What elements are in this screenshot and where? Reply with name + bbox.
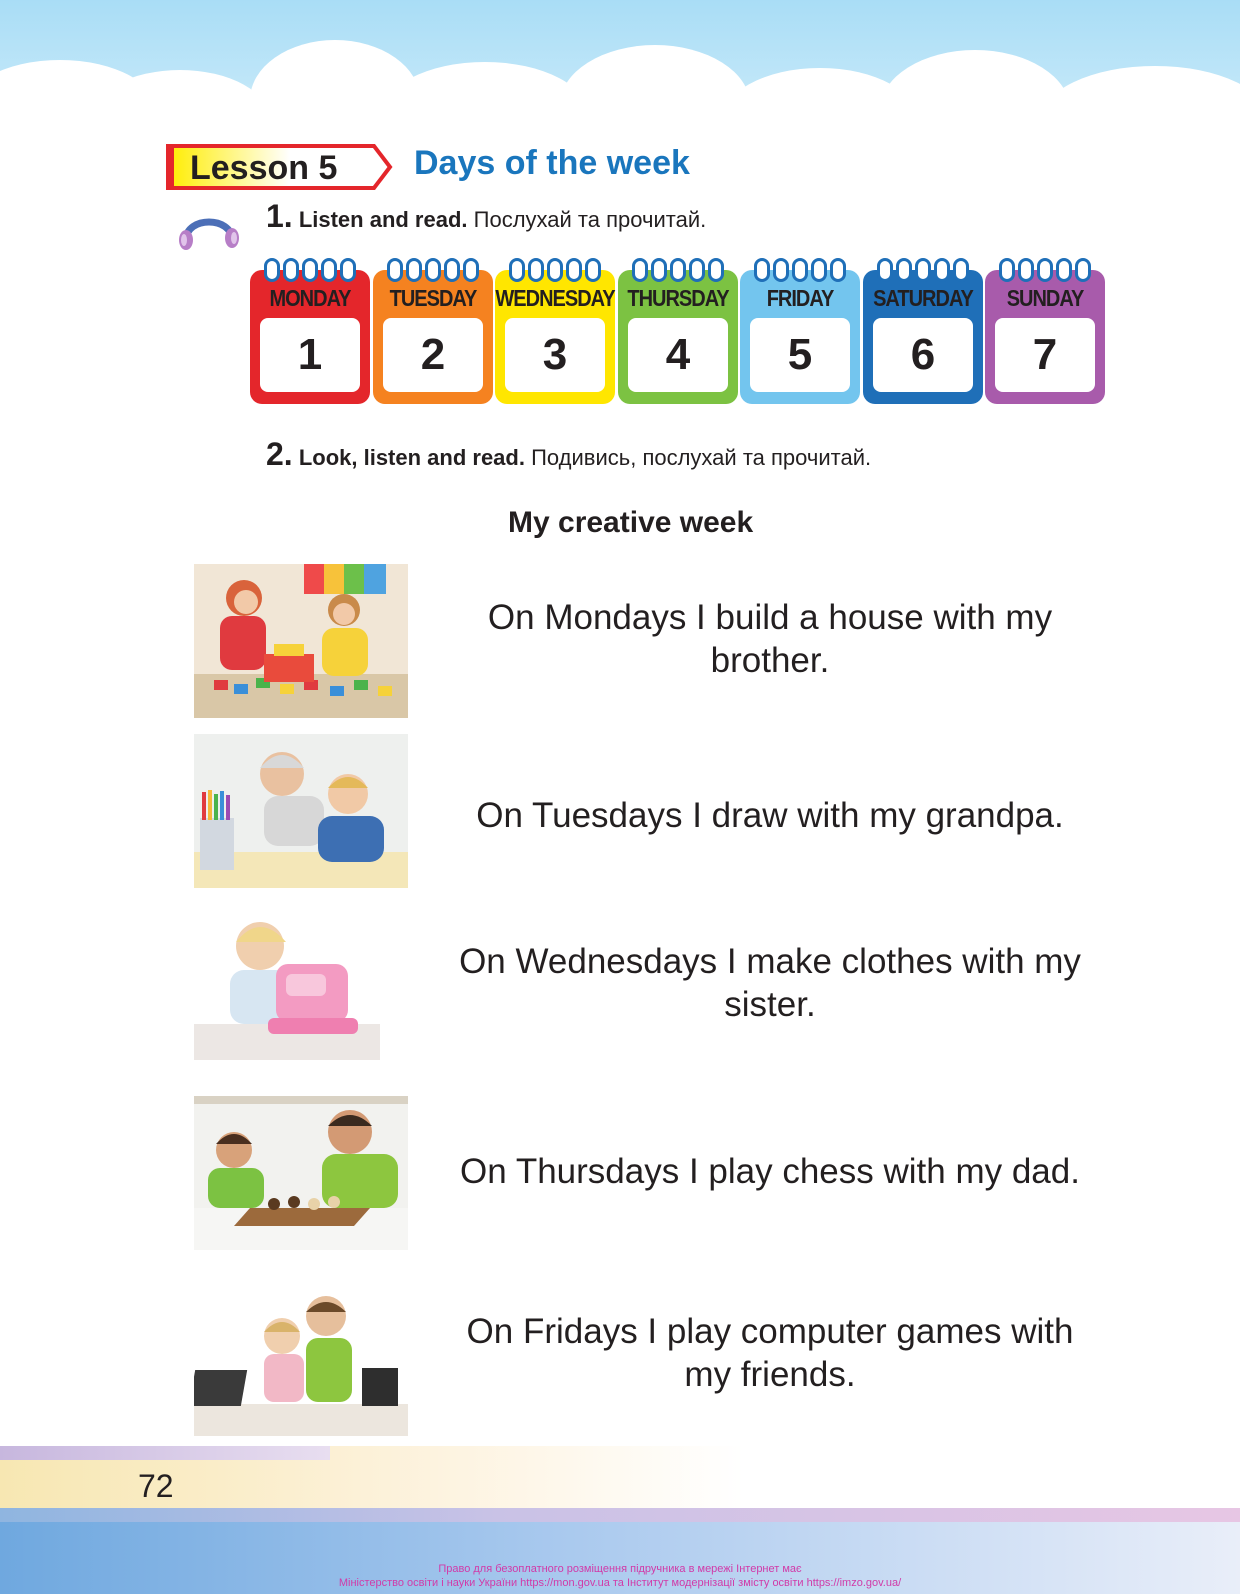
calendar-day-label: THURSDAY xyxy=(627,286,729,312)
sentence-line: brother. xyxy=(710,641,830,680)
calendar-day xyxy=(863,258,983,404)
calendar-day xyxy=(618,258,738,404)
task-1-number: 1. xyxy=(266,198,293,234)
task-1 xyxy=(266,198,706,235)
calendar-day-number: 3 xyxy=(542,330,568,379)
lesson-tag xyxy=(166,144,394,190)
calendar-day-number: 1 xyxy=(297,330,323,379)
sentence-line: On Thursdays I play chess with my dad. xyxy=(460,1152,1080,1191)
calendar-day-label: FRIDAY xyxy=(766,286,834,312)
sentence-line: On Fridays I play computer games with xyxy=(466,1312,1074,1351)
task-2-instruction: Look, listen and read. xyxy=(298,445,525,470)
lesson-tag-label: Lesson 5 xyxy=(190,149,338,187)
calendar-day-number: 5 xyxy=(787,330,813,379)
sentence-line: On Wednesdays I make clothes with my xyxy=(459,942,1081,981)
calendar-day-label: SATURDAY xyxy=(873,286,973,312)
calendar-day-number: 4 xyxy=(665,330,691,379)
sentence-monday xyxy=(430,596,1110,682)
task-2-translation: Подивись, послухай та прочитай. xyxy=(531,445,872,470)
photo-kids-building-blocks xyxy=(194,564,408,718)
sky-header xyxy=(0,0,1240,150)
task-2 xyxy=(266,436,871,473)
sentence-tuesday xyxy=(430,794,1110,837)
sentence-line: my friends. xyxy=(684,1355,856,1394)
calendar-day xyxy=(740,258,860,404)
license-notice-line: Міністерство освіти і науки України https://mon.gov.ua та Інститут модернізації змісту освіти https://imzo.gov.ua/ xyxy=(338,1577,902,1589)
calendar-day-label: SUNDAY xyxy=(1006,286,1084,312)
calendar-day xyxy=(250,258,370,404)
sentence-line: sister. xyxy=(724,985,816,1024)
calendar-day-number: 7 xyxy=(1032,330,1058,379)
headphones-icon xyxy=(174,206,244,250)
calendar-day-number: 2 xyxy=(420,330,446,379)
calendar-day-label: WEDNESDAY xyxy=(495,286,615,312)
calendar-day xyxy=(495,258,615,404)
footer-line xyxy=(0,1508,1240,1522)
sentence-friday xyxy=(430,1310,1110,1396)
license-notice-line: Право для безоплатного розміщення підручника в мережі Інтернет має xyxy=(438,1563,802,1575)
calendar-day-number: 6 xyxy=(910,330,936,379)
page-number: 72 xyxy=(138,1468,174,1504)
photo-drawing-with-grandpa xyxy=(194,734,408,888)
calendar-day xyxy=(985,258,1105,404)
photo-girl-sewing-machine xyxy=(194,906,380,1060)
photo-chess-with-dad xyxy=(194,1096,408,1250)
task-2-number: 2. xyxy=(266,436,293,472)
calendar-day xyxy=(373,258,493,404)
section-heading: My creative week xyxy=(508,506,754,539)
task-1-instruction: Listen and read. xyxy=(298,207,468,232)
calendar-day-label: MONDAY xyxy=(269,286,351,312)
photo-kids-computer-games xyxy=(194,1286,408,1436)
sentence-thursday xyxy=(430,1150,1110,1193)
sentence-line: On Mondays I build a house with my xyxy=(487,598,1053,637)
footer-stripe xyxy=(0,1446,330,1460)
calendar-day-label: TUESDAY xyxy=(389,286,477,312)
sentence-wednesday xyxy=(430,940,1110,1026)
license-notice xyxy=(0,1562,1240,1590)
page-title: Days of the week xyxy=(414,144,690,182)
task-1-translation: Послухай та прочитай. xyxy=(473,207,707,232)
sentence-line: On Tuesdays I draw with my grandpa. xyxy=(476,796,1064,835)
